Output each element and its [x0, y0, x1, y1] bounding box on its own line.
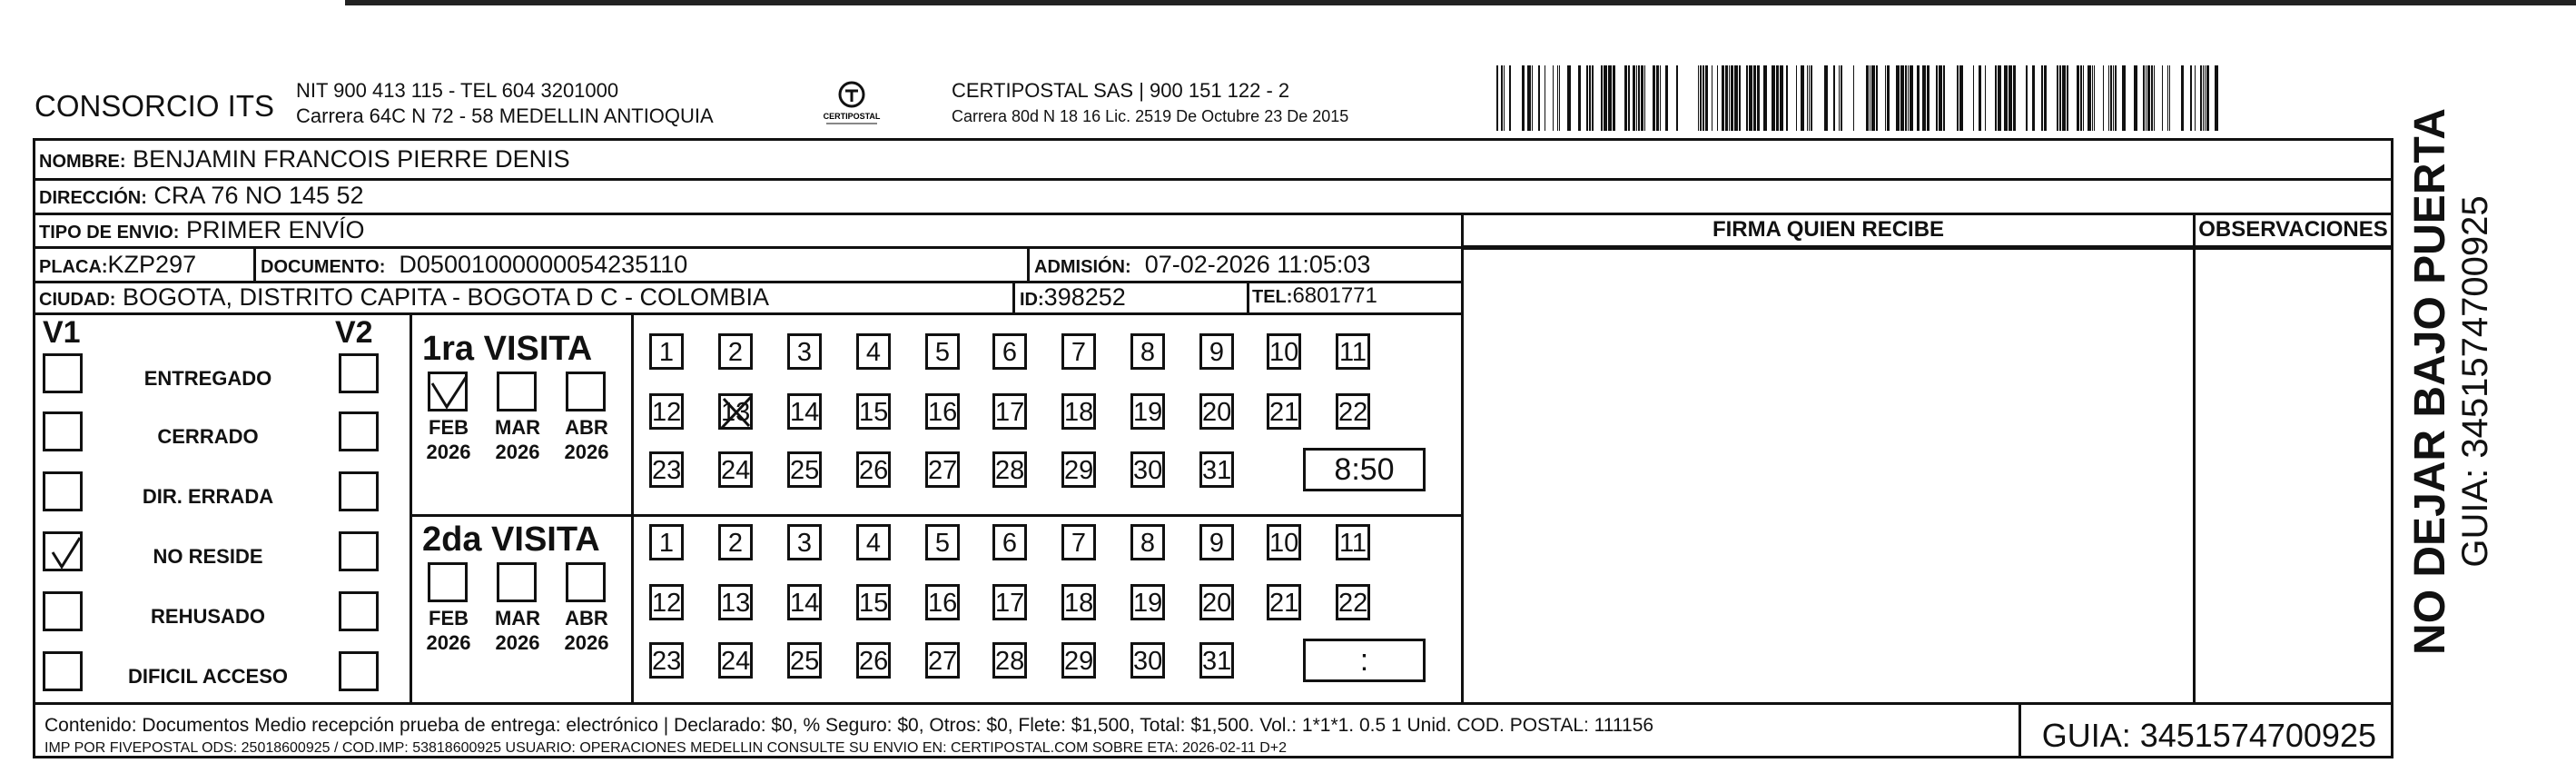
month-year: 2026 — [495, 631, 540, 654]
visit2-day-box[interactable]: 31 — [1199, 642, 1234, 679]
v2-checkbox[interactable] — [339, 471, 379, 511]
visit1-month-label — [417, 415, 480, 464]
admision-label: ADMISIÓN: — [1034, 257, 1131, 277]
visit1-day-box[interactable]: 18 — [1061, 393, 1096, 430]
cert-info — [952, 78, 1348, 129]
visit1-day-box[interactable]: 2 — [718, 333, 753, 370]
visit2-title: 2da VISITA — [422, 520, 600, 559]
visit2-month-checkbox[interactable] — [566, 562, 606, 602]
v1-checkbox[interactable] — [43, 411, 83, 451]
month-year: 2026 — [495, 441, 540, 463]
v2-checkbox[interactable] — [339, 411, 379, 451]
v1-checkbox[interactable] — [43, 471, 83, 511]
cert-line2: Carrera 80d N 18 16 Lic. 2519 De Octubre 23 De 2015 — [952, 107, 1349, 125]
id-label: ID: — [1020, 290, 1044, 310]
month-name: ABR — [565, 416, 608, 439]
visit1-day-box[interactable]: 21 — [1267, 393, 1301, 430]
direccion-label: DIRECCIÓN: — [39, 188, 147, 208]
v2-checkbox[interactable] — [339, 353, 379, 393]
visit1-day-box[interactable]: 10 — [1267, 333, 1301, 370]
visit1-day-box[interactable]: 7 — [1061, 333, 1096, 370]
month-name: FEB — [429, 416, 469, 439]
documento-value: D05001000000054235110 — [399, 251, 688, 278]
logo-text: CERTIPOSTAL — [823, 112, 881, 121]
admision-row — [1034, 251, 1370, 279]
visit1-day-box[interactable]: 8 — [1130, 333, 1165, 370]
visit2-day-box[interactable]: 30 — [1130, 642, 1165, 679]
month-year: 2026 — [564, 441, 609, 463]
tel-value: 6801771 — [1292, 283, 1377, 308]
visit2-day-box[interactable]: 17 — [992, 584, 1027, 620]
footer-content: Contenido: Documentos Medio recepción prueba de entrega: electrónico | Declarado: $0, % Seguro: $0, Otros: $0, Flete: $1,500, Total: $1,500. Vol.: 1*1*1. 0.5 1 Unid. COD. POSTAL: 111156 — [44, 715, 1654, 736]
v1-checkbox[interactable] — [43, 591, 83, 631]
placa-label: PLACA: — [39, 257, 108, 277]
v2-checkbox[interactable] — [339, 591, 379, 631]
visit2-day-box[interactable]: 12 — [649, 584, 684, 620]
visit2-day-box[interactable]: 2 — [718, 524, 753, 560]
nombre-value: BENJAMIN FRANCOIS PIERRE DENIS — [133, 145, 570, 173]
month-name: ABR — [565, 607, 608, 629]
month-year: 2026 — [426, 631, 471, 654]
cross-mark-icon — [718, 393, 755, 431]
visit2-day-box[interactable]: 3 — [787, 524, 822, 560]
visit2-day-box[interactable]: 4 — [856, 524, 891, 560]
visit2-day-box[interactable]: 16 — [925, 584, 960, 620]
direccion-row — [39, 182, 364, 210]
visit2-month-label — [555, 606, 618, 655]
visit1-day-box[interactable]: 6 — [992, 333, 1027, 370]
ciudad-value: BOGOTA, DISTRITO CAPITA - BOGOTA D C - COLOMBIA — [122, 283, 770, 311]
visit1-day-box[interactable]: 17 — [992, 393, 1027, 430]
visit2-day-box[interactable]: 9 — [1199, 524, 1234, 560]
visit2-day-box[interactable]: 15 — [856, 584, 891, 620]
cert-line1: CERTIPOSTAL SAS | 900 151 122 - 2 — [952, 79, 1290, 102]
month-year: 2026 — [564, 631, 609, 654]
visit1-day-box[interactable]: 5 — [925, 333, 960, 370]
visit1-day-box[interactable]: 27 — [925, 451, 960, 488]
scan-edge — [0, 0, 2576, 9]
company-name: CONSORCIO ITS — [35, 89, 275, 123]
option-label: DIR. ERRADA — [142, 485, 274, 508]
visit2-day-box[interactable]: 10 — [1267, 524, 1301, 560]
visit1-day-box[interactable]: 1 — [649, 333, 684, 370]
visit2-day-box[interactable]: 1 — [649, 524, 684, 560]
v2-checkbox[interactable] — [339, 651, 379, 691]
visit1-month-checkbox[interactable] — [428, 372, 468, 411]
visit2-month-checkbox[interactable] — [497, 562, 537, 602]
v1-checkbox[interactable] — [43, 531, 83, 571]
visit1-day-box[interactable]: 26 — [856, 451, 891, 488]
option-label: REHUSADO — [151, 605, 265, 628]
visit1-day-box[interactable]: 13 — [718, 393, 753, 430]
company-info — [296, 78, 714, 129]
firma-header: FIRMA QUIEN RECIBE — [1712, 217, 1945, 242]
visit2-month-checkbox[interactable] — [428, 562, 468, 602]
visit2-month-label — [486, 606, 549, 655]
documento-row — [261, 251, 687, 279]
visit2-day-box[interactable]: 18 — [1061, 584, 1096, 620]
visit1-day-box[interactable]: 29 — [1061, 451, 1096, 488]
tipo-value: PRIMER ENVÍO — [185, 216, 365, 243]
visit2-day-box[interactable]: 11 — [1336, 524, 1370, 560]
documento-label: DOCUMENTO: — [261, 257, 386, 277]
option-label: NO RESIDE — [153, 545, 263, 568]
tel-label: TEL: — [1252, 287, 1293, 307]
id-row — [1020, 283, 1126, 312]
visit1-day-box[interactable]: 25 — [787, 451, 822, 488]
visit2-day-box[interactable]: 25 — [787, 642, 822, 679]
footer-guia: GUIA: 3451574700925 — [2041, 717, 2376, 754]
ciudad-label: CIUDAD: — [39, 290, 116, 310]
admision-value: 07-02-2026 11:05:03 — [1144, 251, 1371, 278]
check-mark-icon — [430, 374, 470, 414]
visit2-day-box[interactable]: 19 — [1130, 584, 1165, 620]
certipostal-logo — [815, 74, 888, 129]
address-line: Carrera 64C N 72 - 58 MEDELLIN ANTIOQUIA — [296, 104, 714, 127]
v1-checkbox[interactable] — [43, 353, 83, 393]
no-dejar-bajo-puerta: NO DEJAR BAJO PUERTA — [2406, 108, 2454, 655]
footer-imp: IMP POR FIVEPOSTAL ODS: 25018600925 / COD.IMP: 53818600925 USUARIO: OPERACIONES MEDELLIN CONSULTE SU ENVIO EN: CERTIPOSTAL.COM SOBRE ETA: 2026-02-11 D+2 — [44, 740, 1288, 756]
visit1-month-checkbox[interactable] — [497, 372, 537, 411]
check-mark-icon — [45, 534, 85, 574]
visit1-day-box[interactable]: 23 — [649, 451, 684, 488]
visit2-day-box[interactable]: 8 — [1130, 524, 1165, 560]
visit2-day-box[interactable]: 6 — [992, 524, 1027, 560]
v2-header: V2 — [335, 315, 373, 350]
visit1-day-box[interactable]: 9 — [1199, 333, 1234, 370]
visit1-day-box[interactable]: 19 — [1130, 393, 1165, 430]
month-name: MAR — [494, 416, 541, 439]
visit2-day-box[interactable]: 20 — [1199, 584, 1234, 620]
month-name: FEB — [429, 607, 469, 629]
side-notice — [2406, 55, 2506, 709]
visit2-day-box[interactable]: 27 — [925, 642, 960, 679]
visit1-day-box[interactable]: 24 — [718, 451, 753, 488]
option-label: ENTREGADO — [143, 367, 272, 390]
visit1-time-box[interactable]: 8:50 — [1303, 448, 1426, 491]
visit1-day-box[interactable]: 30 — [1130, 451, 1165, 488]
visit1-month-checkbox[interactable] — [566, 372, 606, 411]
visit2-month-label — [417, 606, 480, 655]
tipo-label: TIPO DE ENVIO: — [39, 223, 180, 243]
option-label: DIFICIL ACCESO — [127, 665, 288, 688]
observaciones-header: OBSERVACIONES — [2198, 217, 2388, 242]
delivery-form — [33, 138, 2393, 758]
visit2-day-box[interactable]: 23 — [649, 642, 684, 679]
visit2-day-box[interactable]: 28 — [992, 642, 1027, 679]
visit2-day-box[interactable]: 26 — [856, 642, 891, 679]
visit2-day-box[interactable]: 21 — [1267, 584, 1301, 620]
visit2-day-box[interactable]: 5 — [925, 524, 960, 560]
visit1-day-box[interactable]: 3 — [787, 333, 822, 370]
placa-row — [39, 251, 196, 279]
visit1-day-box[interactable]: 20 — [1199, 393, 1234, 430]
option-label: CERRADO — [157, 425, 259, 448]
ciudad-row — [39, 283, 769, 312]
v1-checkbox[interactable] — [43, 651, 83, 691]
side-guia: GUIA: 3451574700925 — [2455, 195, 2495, 568]
visit2-day-box[interactable]: 24 — [718, 642, 753, 679]
visit1-day-box[interactable]: 28 — [992, 451, 1027, 488]
nombre-label: NOMBRE: — [39, 152, 126, 172]
visit1-day-box[interactable]: 16 — [925, 393, 960, 430]
visit2-day-box[interactable]: 13 — [718, 584, 753, 620]
id-value: 398252 — [1043, 283, 1126, 311]
visit1-day-box[interactable]: 4 — [856, 333, 891, 370]
barcode — [1496, 65, 2223, 131]
direccion-value: CRA 76 NO 145 52 — [153, 182, 364, 209]
v1-header: V1 — [43, 315, 81, 350]
visit1-day-box[interactable]: 31 — [1199, 451, 1234, 488]
visit2-day-box[interactable]: 29 — [1061, 642, 1096, 679]
visit1-month-label — [486, 415, 549, 464]
visit1-day-box[interactable]: 14 — [787, 393, 822, 430]
visit2-day-box[interactable]: 22 — [1336, 584, 1370, 620]
visit1-month-label — [555, 415, 618, 464]
tel-row — [1252, 283, 1377, 309]
visit1-day-box[interactable]: 12 — [649, 393, 684, 430]
tipo-row — [39, 216, 365, 244]
visit1-day-box[interactable]: 15 — [856, 393, 891, 430]
nombre-row — [39, 145, 570, 173]
nit-line: NIT 900 413 115 - TEL 604 3201000 — [296, 79, 619, 102]
visit2-day-box[interactable]: 7 — [1061, 524, 1096, 560]
month-name: MAR — [494, 607, 541, 629]
v2-checkbox[interactable] — [339, 531, 379, 571]
visit2-day-box[interactable]: 14 — [787, 584, 822, 620]
visit1-day-box[interactable]: 11 — [1336, 333, 1370, 370]
placa-value: KZP297 — [107, 251, 197, 278]
visit1-day-box[interactable]: 22 — [1336, 393, 1370, 430]
visit2-time-box[interactable]: : — [1303, 639, 1426, 682]
visit1-title: 1ra VISITA — [422, 330, 593, 368]
month-year: 2026 — [426, 441, 471, 463]
